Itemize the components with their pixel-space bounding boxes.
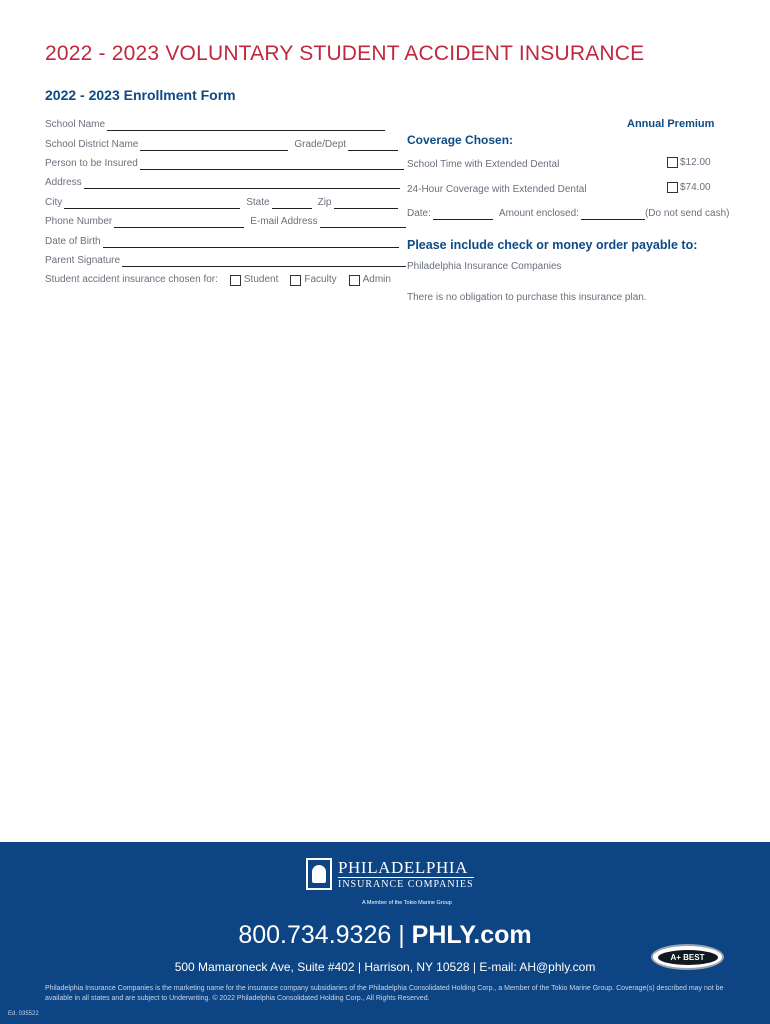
form-subtitle: 2022 - 2023 Enrollment Form (45, 87, 236, 103)
payable-to: Philadelphia Insurance Companies (407, 261, 562, 272)
contact-separator: | (391, 921, 412, 949)
no-cash-note: (Do not send cash) (644, 208, 730, 219)
school-name-row (45, 117, 385, 131)
phone-number[interactable]: 800.734.9326 (238, 921, 392, 949)
address-label: Address (45, 177, 82, 188)
dob-label: Date of Birth (45, 236, 101, 247)
tokio-marine-tagline: A Member of the Tokio Marine Group (362, 900, 452, 906)
state-label: State (246, 197, 270, 208)
obligation-note: There is no obligation to purchase this insurance plan. (407, 292, 647, 303)
date-field[interactable] (433, 209, 493, 220)
form-number: Ed. 035522 (8, 1011, 39, 1017)
coverage-heading: Coverage Chosen: (407, 133, 514, 147)
parent-signature-row (45, 253, 406, 267)
am-best-rating: A+ BEST (658, 950, 718, 965)
annual-premium-heading: Annual Premium (627, 118, 715, 130)
zip-field[interactable] (334, 198, 398, 209)
liberty-bell-icon (306, 858, 332, 890)
grade-dept-field[interactable] (348, 140, 398, 151)
address-field[interactable] (84, 178, 400, 189)
amount-field[interactable] (581, 209, 645, 220)
logo-name: PHILADELPHIA (338, 857, 468, 877)
faculty-checkbox[interactable] (290, 275, 301, 286)
student-label: Student (243, 274, 279, 285)
dob-field[interactable] (103, 237, 399, 248)
payable-heading: Please include check or money order payable to: (407, 238, 698, 252)
school-district-field[interactable] (140, 140, 288, 151)
student-checkbox[interactable] (230, 275, 241, 286)
dob-row (45, 234, 399, 248)
school-time-label: School Time with Extended Dental (407, 159, 560, 170)
hour24-price: $74.00 (680, 182, 711, 193)
website-link[interactable]: PHLY.com (411, 921, 532, 949)
phone-email-row (45, 214, 406, 228)
date-label: Date: (407, 208, 431, 219)
person-insured-label: Person to be Insured (45, 158, 138, 169)
school-district-row (45, 137, 398, 151)
chosen-for-row (45, 272, 391, 286)
zip-label: Zip (317, 197, 332, 208)
school-district-label: School District Name (45, 139, 139, 150)
date-amount-row (407, 206, 729, 220)
city-field[interactable] (64, 198, 240, 209)
email-field[interactable] (320, 217, 406, 228)
phone-number-field[interactable] (114, 217, 244, 228)
address-row (45, 175, 400, 189)
am-best-badge (651, 944, 724, 970)
person-insured-row (45, 156, 404, 170)
state-field[interactable] (272, 198, 312, 209)
philadelphia-logo (306, 858, 474, 890)
parent-signature-label: Parent Signature (45, 255, 121, 266)
chosen-for-label: Student accident insurance chosen for: (45, 274, 218, 285)
hour24-checkbox[interactable] (667, 182, 678, 193)
school-time-checkbox[interactable] (667, 157, 678, 168)
contact-line (0, 921, 770, 950)
faculty-label: Faculty (304, 274, 337, 285)
email-label: E-mail Address (250, 216, 318, 227)
city-label: City (45, 197, 63, 208)
parent-signature-field[interactable] (122, 256, 406, 267)
amount-label: Amount enclosed: (498, 208, 579, 219)
school-time-price: $12.00 (680, 157, 711, 168)
school-name-field[interactable] (107, 120, 385, 131)
person-insured-field[interactable] (140, 159, 404, 170)
phone-number-label: Phone Number (45, 216, 113, 227)
hour24-option (667, 182, 711, 193)
admin-label: Admin (362, 274, 391, 285)
city-state-zip-row (45, 195, 398, 209)
page-title: 2022 - 2023 VOLUNTARY STUDENT ACCIDENT INSURANCE (45, 42, 645, 65)
company-address: 500 Mamaroneck Ave, Suite #402 | Harrison, NY 10528 | E-mail: AH@phly.com (174, 960, 596, 974)
school-time-option (667, 157, 711, 168)
grade-dept-label: Grade/Dept (294, 139, 347, 150)
logo-subname: INSURANCE COMPANIES (338, 878, 474, 890)
school-name-label: School Name (45, 119, 106, 130)
legal-disclaimer: Philadelphia Insurance Companies is the marketing name for the insurance company subsidiaries of the Philadelphia Consolidated Holding Corp., a Member of the Tokio Marine Group. Coverage(s) described may not be available in all states and are subject to Underwriting. © 2022 Philadelphia Consolidated Holding Corp., All Rights Reserved. (45, 985, 724, 1002)
hour24-label: 24-Hour Coverage with Extended Dental (407, 184, 587, 195)
admin-checkbox[interactable] (349, 275, 360, 286)
